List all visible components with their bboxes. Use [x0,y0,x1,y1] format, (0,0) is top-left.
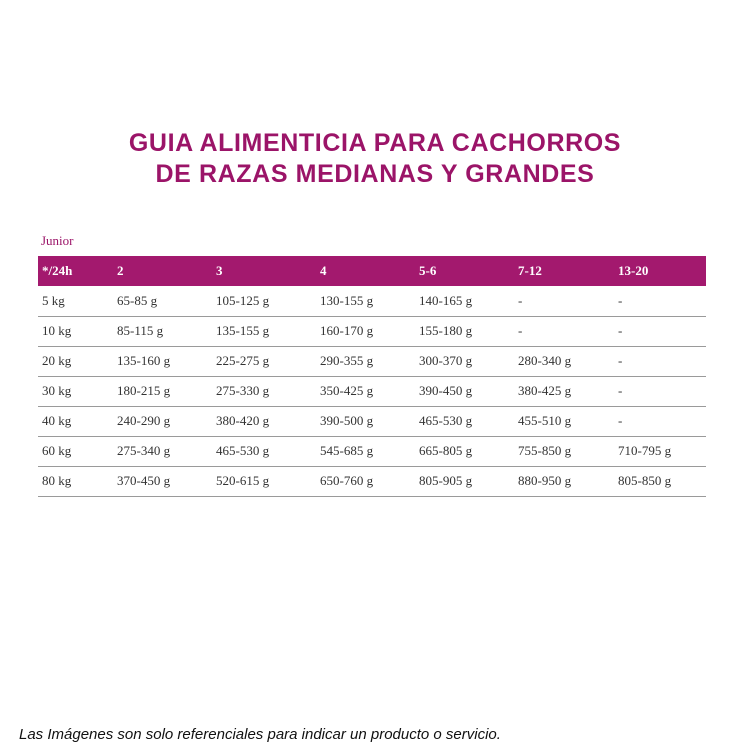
table-cell: 275-340 g [117,443,171,458]
table-cell: 105-125 g [216,292,270,308]
table-cell: 520-615 g [216,473,270,488]
table-row [38,376,706,406]
table-cell: 10 kg [42,323,72,338]
table-cell: 160-170 g [320,323,374,338]
table-row [38,316,706,346]
table-cell: - [618,353,623,368]
header-cell: */24h [42,263,73,278]
table-cell: 225-275 g [216,353,270,368]
table-cell: 5 kg [42,292,65,308]
table-cell: 390-450 g [419,383,473,398]
table-cell: 350-425 g [320,383,374,398]
table-cell: 180-215 g [117,383,171,398]
table-cell: 40 kg [42,413,72,428]
table-cell: 85-115 g [117,323,164,338]
table-cell: 465-530 g [216,443,270,458]
table-cell: - [518,292,523,308]
page-title-line-1: GUIA ALIMENTICIA PARA CACHORROS [128,129,622,157]
table-cell: 60 kg [42,443,72,458]
table-cell: 805-850 g [618,473,672,488]
table-row [38,436,706,466]
page-title-line-2: DE RAZAS MEDIANAS Y GRANDES [155,160,595,188]
table-header [38,256,706,286]
table-row [38,466,706,496]
header-cell: 4 [320,263,327,278]
table-cell: 280-340 g [518,353,572,368]
table-cell: 545-685 g [320,443,374,458]
disclaimer-text: Las Imágenes son solo referenciales para indicar un producto o servicio. [19,726,501,743]
table-cell: - [618,323,623,338]
table-cell: 155-180 g [419,323,473,338]
header-cell: 7-12 [518,263,542,278]
table-cell: 710-795 g [618,443,672,458]
table-cell: 130-155 g [320,292,374,308]
table-cell: 135-160 g [117,353,171,368]
table-cell: 300-370 g [419,353,473,368]
table-cell: 650-760 g [320,473,374,488]
table-cell: 455-510 g [518,413,572,428]
table-cell: - [618,292,623,308]
table-body [38,286,706,496]
header-cell: 3 [216,263,223,278]
table-cell: 65-85 g [117,292,158,308]
table-cell: 80 kg [42,473,72,488]
table-cell: 140-165 g [419,292,473,308]
table-row [38,406,706,436]
header-cell: 5-6 [419,263,437,278]
table-cell: 290-355 g [320,353,374,368]
table-row [38,346,706,376]
table-cell: 135-155 g [216,323,270,338]
header-cell: 2 [117,263,124,278]
table-cell: 30 kg [42,383,72,398]
table-subtitle: Junior [41,233,74,248]
table-cell: - [518,323,523,338]
table-cell: - [618,413,623,428]
table-cell: 805-905 g [419,473,473,488]
table-cell: 370-450 g [117,473,171,488]
table-cell: 20 kg [42,353,72,368]
feeding-guide-table [38,256,706,497]
page-title [0,128,750,190]
table-cell: - [618,383,623,398]
table-cell: 390-500 g [320,413,374,428]
table-cell: 755-850 g [518,443,572,458]
table-cell: 465-530 g [419,413,473,428]
header-cell: 13-20 [618,263,649,278]
table-cell: 275-330 g [216,383,270,398]
table-cell: 380-425 g [518,383,572,398]
table-header-row [38,256,706,286]
table-cell: 380-420 g [216,413,270,428]
table-cell: 880-950 g [518,473,572,488]
table-row [38,286,706,316]
table-cell: 240-290 g [117,413,171,428]
table-cell: 665-805 g [419,443,473,458]
